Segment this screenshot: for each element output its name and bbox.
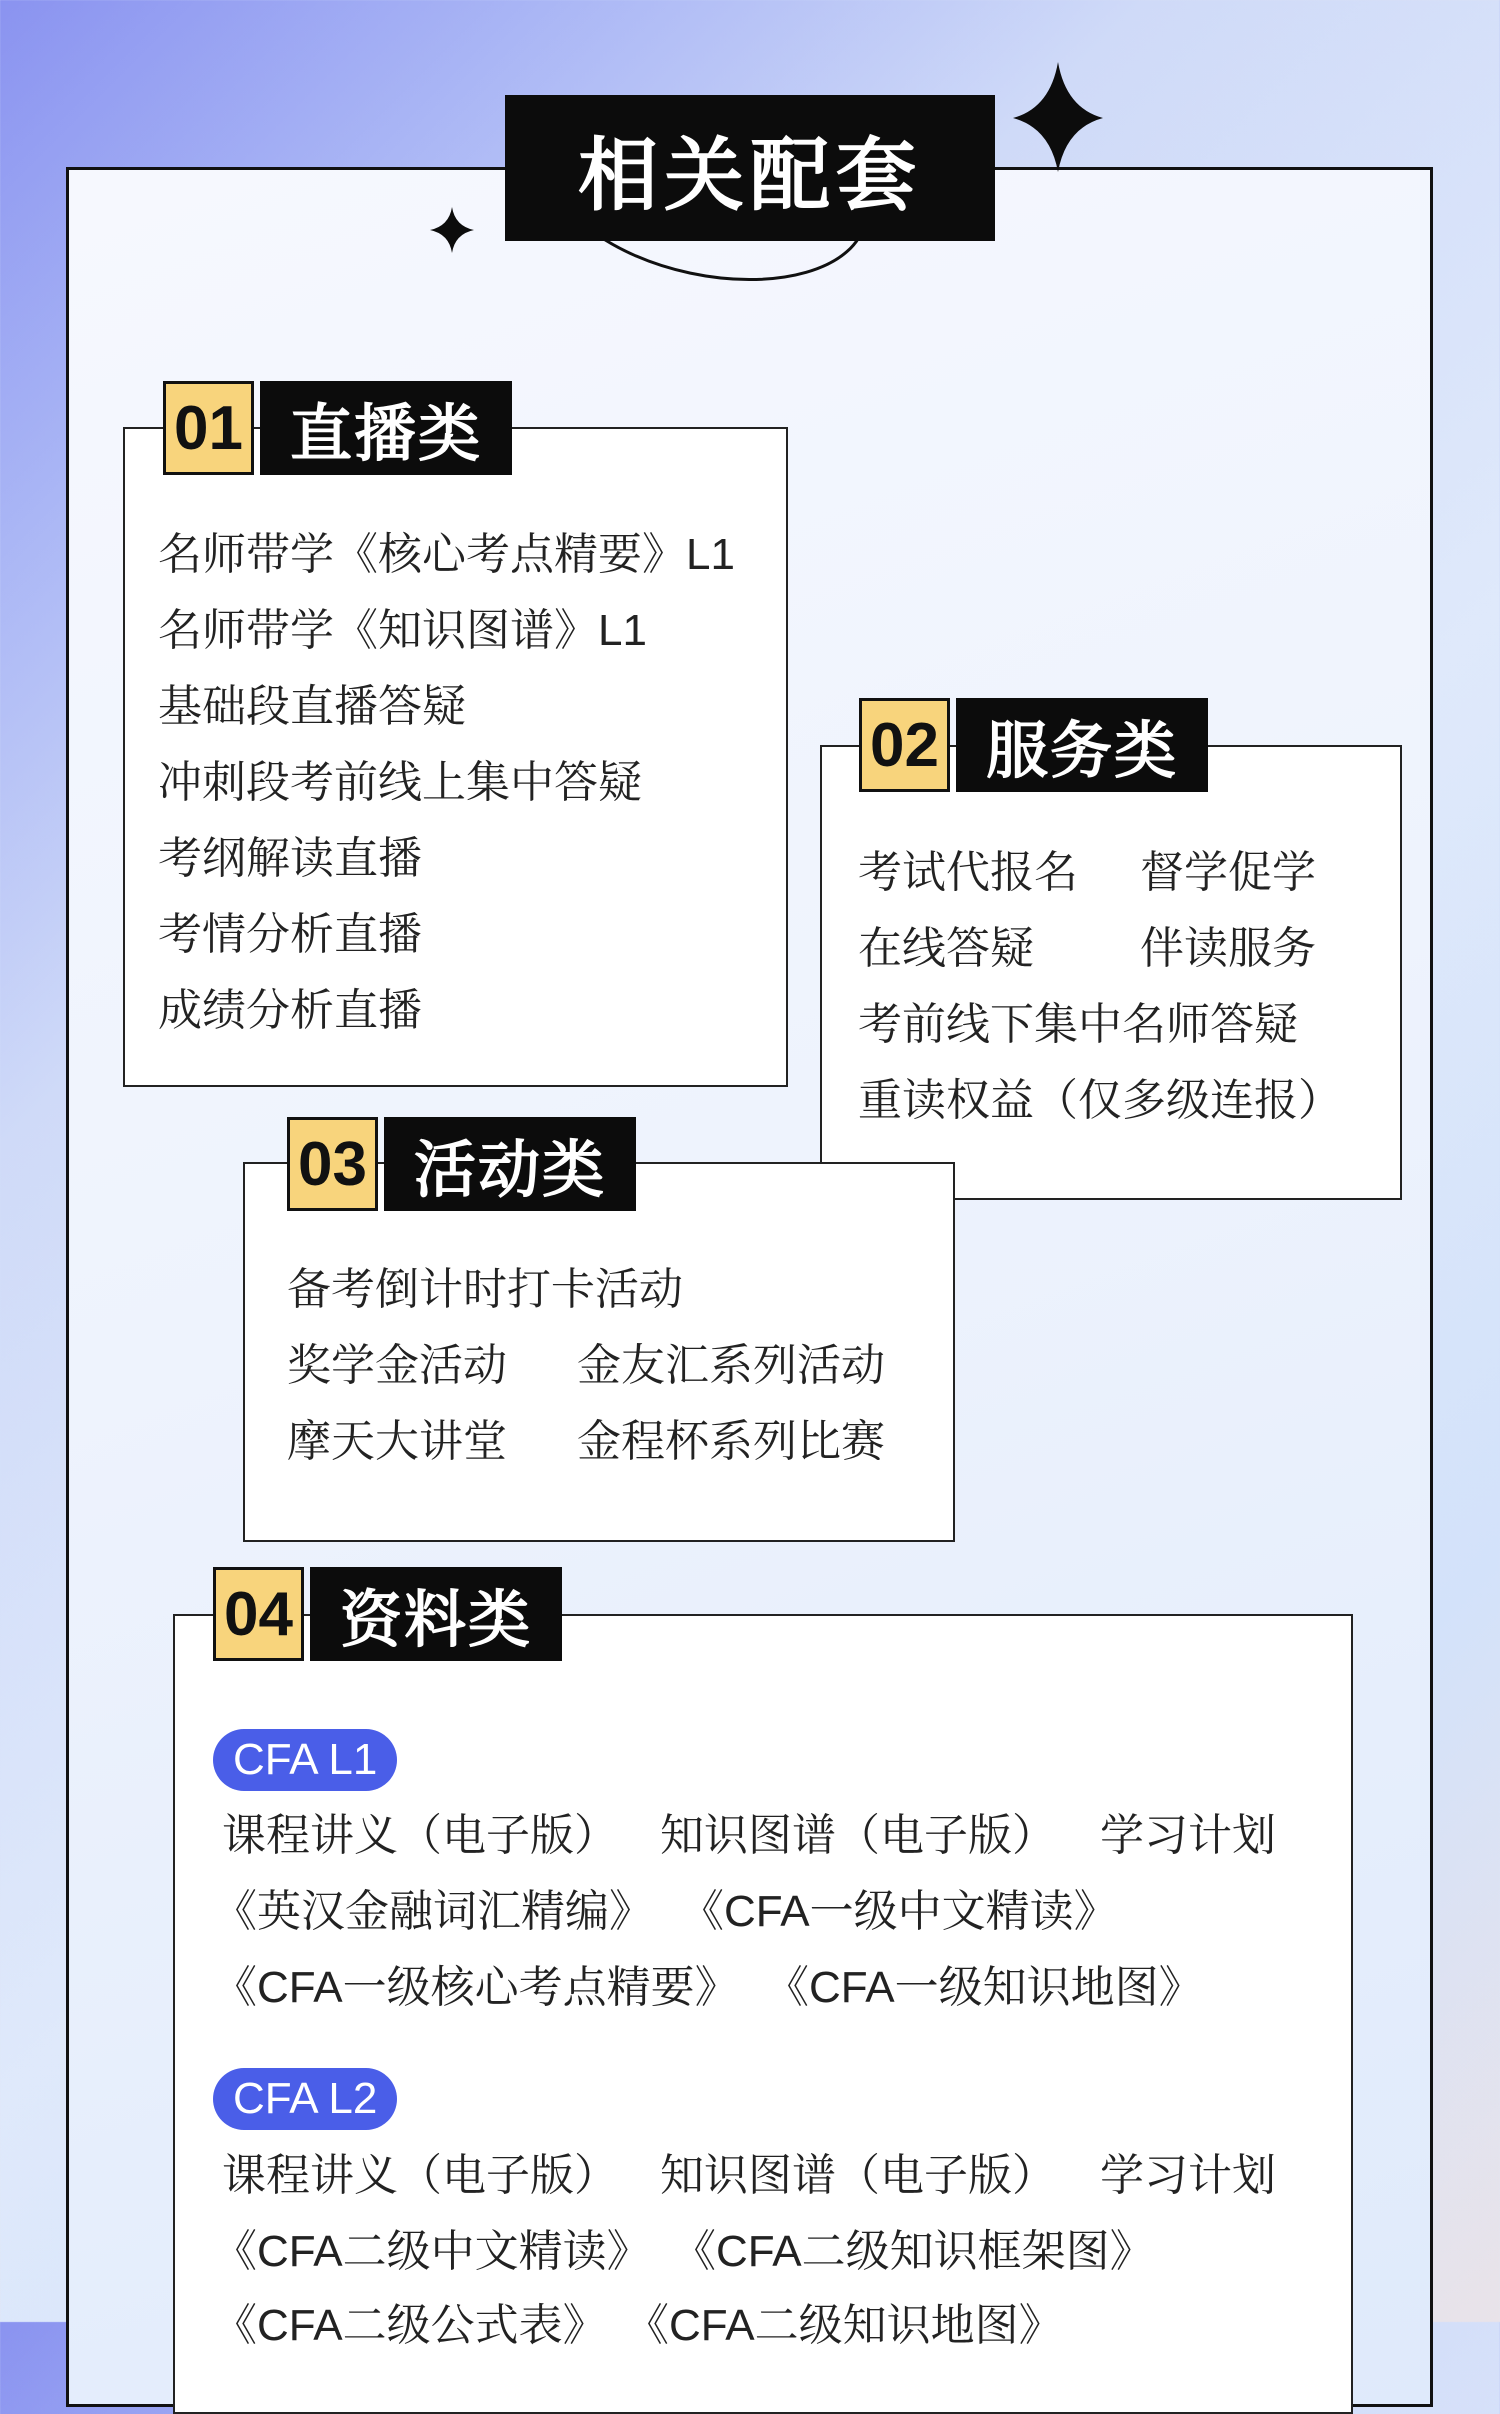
list-item: 《CFA二级知识框架图》 xyxy=(672,2227,1154,2276)
section-service-header xyxy=(859,698,1208,792)
section-number: 01 xyxy=(163,381,254,475)
list-item: 督学促学 xyxy=(1140,848,1316,897)
list-item: 考情分析直播 xyxy=(158,910,422,959)
list-item: 《CFA二级中文精读》 xyxy=(213,2227,651,2276)
list-item: 成绩分析直播 xyxy=(158,986,422,1035)
level-tag-cfa-l1: CFA L1 xyxy=(213,1729,397,1791)
list-item: 考前线下集中名师答疑 xyxy=(858,1000,1298,1049)
list-item: 学习计划 xyxy=(1100,2151,1276,2200)
section-number: 04 xyxy=(213,1567,304,1661)
list-item: 重读权益（仅多级连报） xyxy=(858,1076,1342,1125)
list-item: 考试代报名 xyxy=(858,848,1078,897)
list-item: 《CFA二级知识地图》 xyxy=(625,2301,1063,2350)
large-sparkle-icon xyxy=(1013,62,1103,172)
list-item: 《英汉金融词汇精编》 xyxy=(213,1887,653,1936)
list-item: 课程讲义（电子版） xyxy=(222,1811,618,1860)
list-item: 奖学金活动 xyxy=(287,1341,507,1390)
section-title: 活动类 xyxy=(384,1117,636,1211)
list-item: 名师带学《核心考点精要》L1 xyxy=(158,530,735,579)
section-activity-header xyxy=(287,1117,636,1211)
section-title: 服务类 xyxy=(956,698,1208,792)
section-number: 02 xyxy=(859,698,950,792)
list-item: 金程杯系列比赛 xyxy=(577,1417,885,1466)
list-item: 《CFA一级知识地图》 xyxy=(765,1963,1203,2012)
list-item: 摩天大讲堂 xyxy=(287,1417,507,1466)
level-tag-cfa-l2: CFA L2 xyxy=(213,2068,397,2130)
list-item: 《CFA一级核心考点精要》 xyxy=(213,1963,739,2012)
list-item: 课程讲义（电子版） xyxy=(222,2151,618,2200)
page-title: 相关配套 xyxy=(505,95,995,241)
list-item: 在线答疑 xyxy=(858,924,1034,973)
list-item: 知识图谱（电子版） xyxy=(660,2151,1056,2200)
list-item: 伴读服务 xyxy=(1140,924,1316,973)
list-item: 知识图谱（电子版） xyxy=(660,1811,1056,1860)
section-number: 03 xyxy=(287,1117,378,1211)
section-materials-header xyxy=(213,1567,562,1661)
list-item: 冲刺段考前线上集中答疑 xyxy=(158,758,642,807)
section-title: 直播类 xyxy=(260,381,512,475)
list-item: 基础段直播答疑 xyxy=(158,682,466,731)
list-item: 名师带学《知识图谱》L1 xyxy=(158,606,647,655)
section-live-header xyxy=(163,381,512,475)
list-item: 学习计划 xyxy=(1100,1811,1276,1860)
list-item: 备考倒计时打卡活动 xyxy=(287,1265,683,1314)
list-item: 考纲解读直播 xyxy=(158,834,422,883)
list-item: 《CFA一级中文精读》 xyxy=(680,1887,1118,1936)
list-item: 《CFA二级公式表》 xyxy=(213,2301,607,2350)
list-item: 金友汇系列活动 xyxy=(577,1341,885,1390)
section-title: 资料类 xyxy=(310,1567,562,1661)
